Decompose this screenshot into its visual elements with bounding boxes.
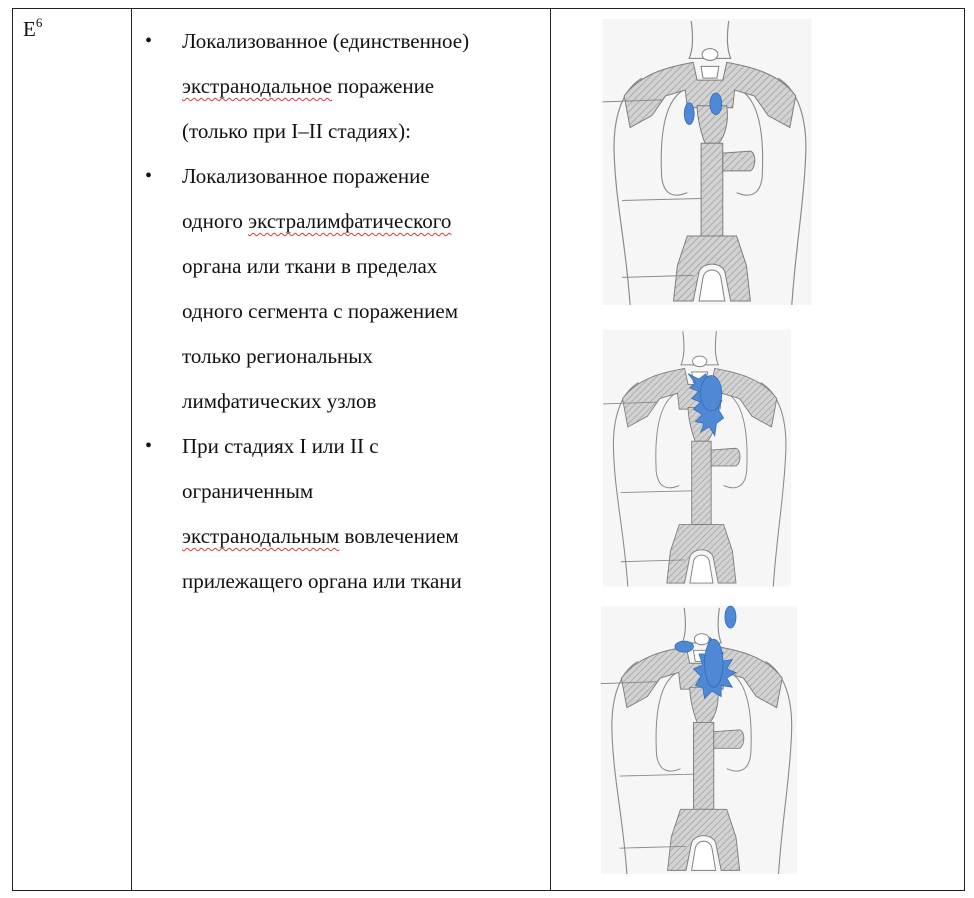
- criteria-text: органа или ткани в пределах: [182, 254, 438, 278]
- stage-letter: E: [23, 17, 36, 41]
- criteria-text: вовлечением: [339, 524, 459, 548]
- stage-e-row: [13, 9, 965, 891]
- criteria-text: Локализованное поражение: [182, 164, 430, 188]
- lesion-mark: [725, 606, 736, 628]
- lesion-mark: [684, 103, 694, 125]
- lesion-mark: [705, 639, 723, 687]
- spellcheck-flagged-word: экстранодальным: [182, 524, 340, 548]
- spellcheck-flagged-word: экстралимфатического: [248, 209, 452, 233]
- criteria-text: одного: [182, 209, 249, 233]
- stage-e-single-extranodal-figure: [601, 19, 813, 305]
- lesion-mark: [675, 641, 693, 652]
- criteria-item: [132, 424, 542, 604]
- staging-table: [12, 8, 965, 891]
- stage-label: [13, 9, 131, 40]
- stage-footnote-mark: 6: [35, 15, 43, 30]
- stage-figures-cell: [551, 9, 965, 891]
- stage-e-adjacent-organ-figure: [601, 601, 797, 879]
- stage-e-regional-nodes-figure: [603, 325, 791, 591]
- criteria-text: ограниченным: [182, 479, 314, 503]
- stage-description-cell: [132, 9, 551, 891]
- stage-label-cell: [13, 9, 132, 891]
- criteria-item: [132, 154, 542, 424]
- figures-column: [551, 9, 964, 890]
- criteria-text: прилежащего органа или ткани: [182, 569, 462, 593]
- criteria-text: лимфатических узлов: [182, 389, 377, 413]
- criteria-text: Локализованное (единственное): [182, 29, 470, 53]
- criteria-text: (только при I–II стадиях):: [182, 119, 412, 143]
- lesion-mark: [710, 93, 722, 115]
- criteria-item: [132, 19, 542, 154]
- criteria-text: поражение: [331, 74, 435, 98]
- criteria-text: только региональных: [182, 344, 373, 368]
- criteria-text: При стадиях I или II с: [182, 434, 379, 458]
- lesion-mark: [701, 376, 722, 411]
- spellcheck-flagged-word: экстранодальное: [182, 74, 332, 98]
- stage-criteria-list: [132, 9, 550, 604]
- criteria-text: одного сегмента с поражением: [182, 299, 459, 323]
